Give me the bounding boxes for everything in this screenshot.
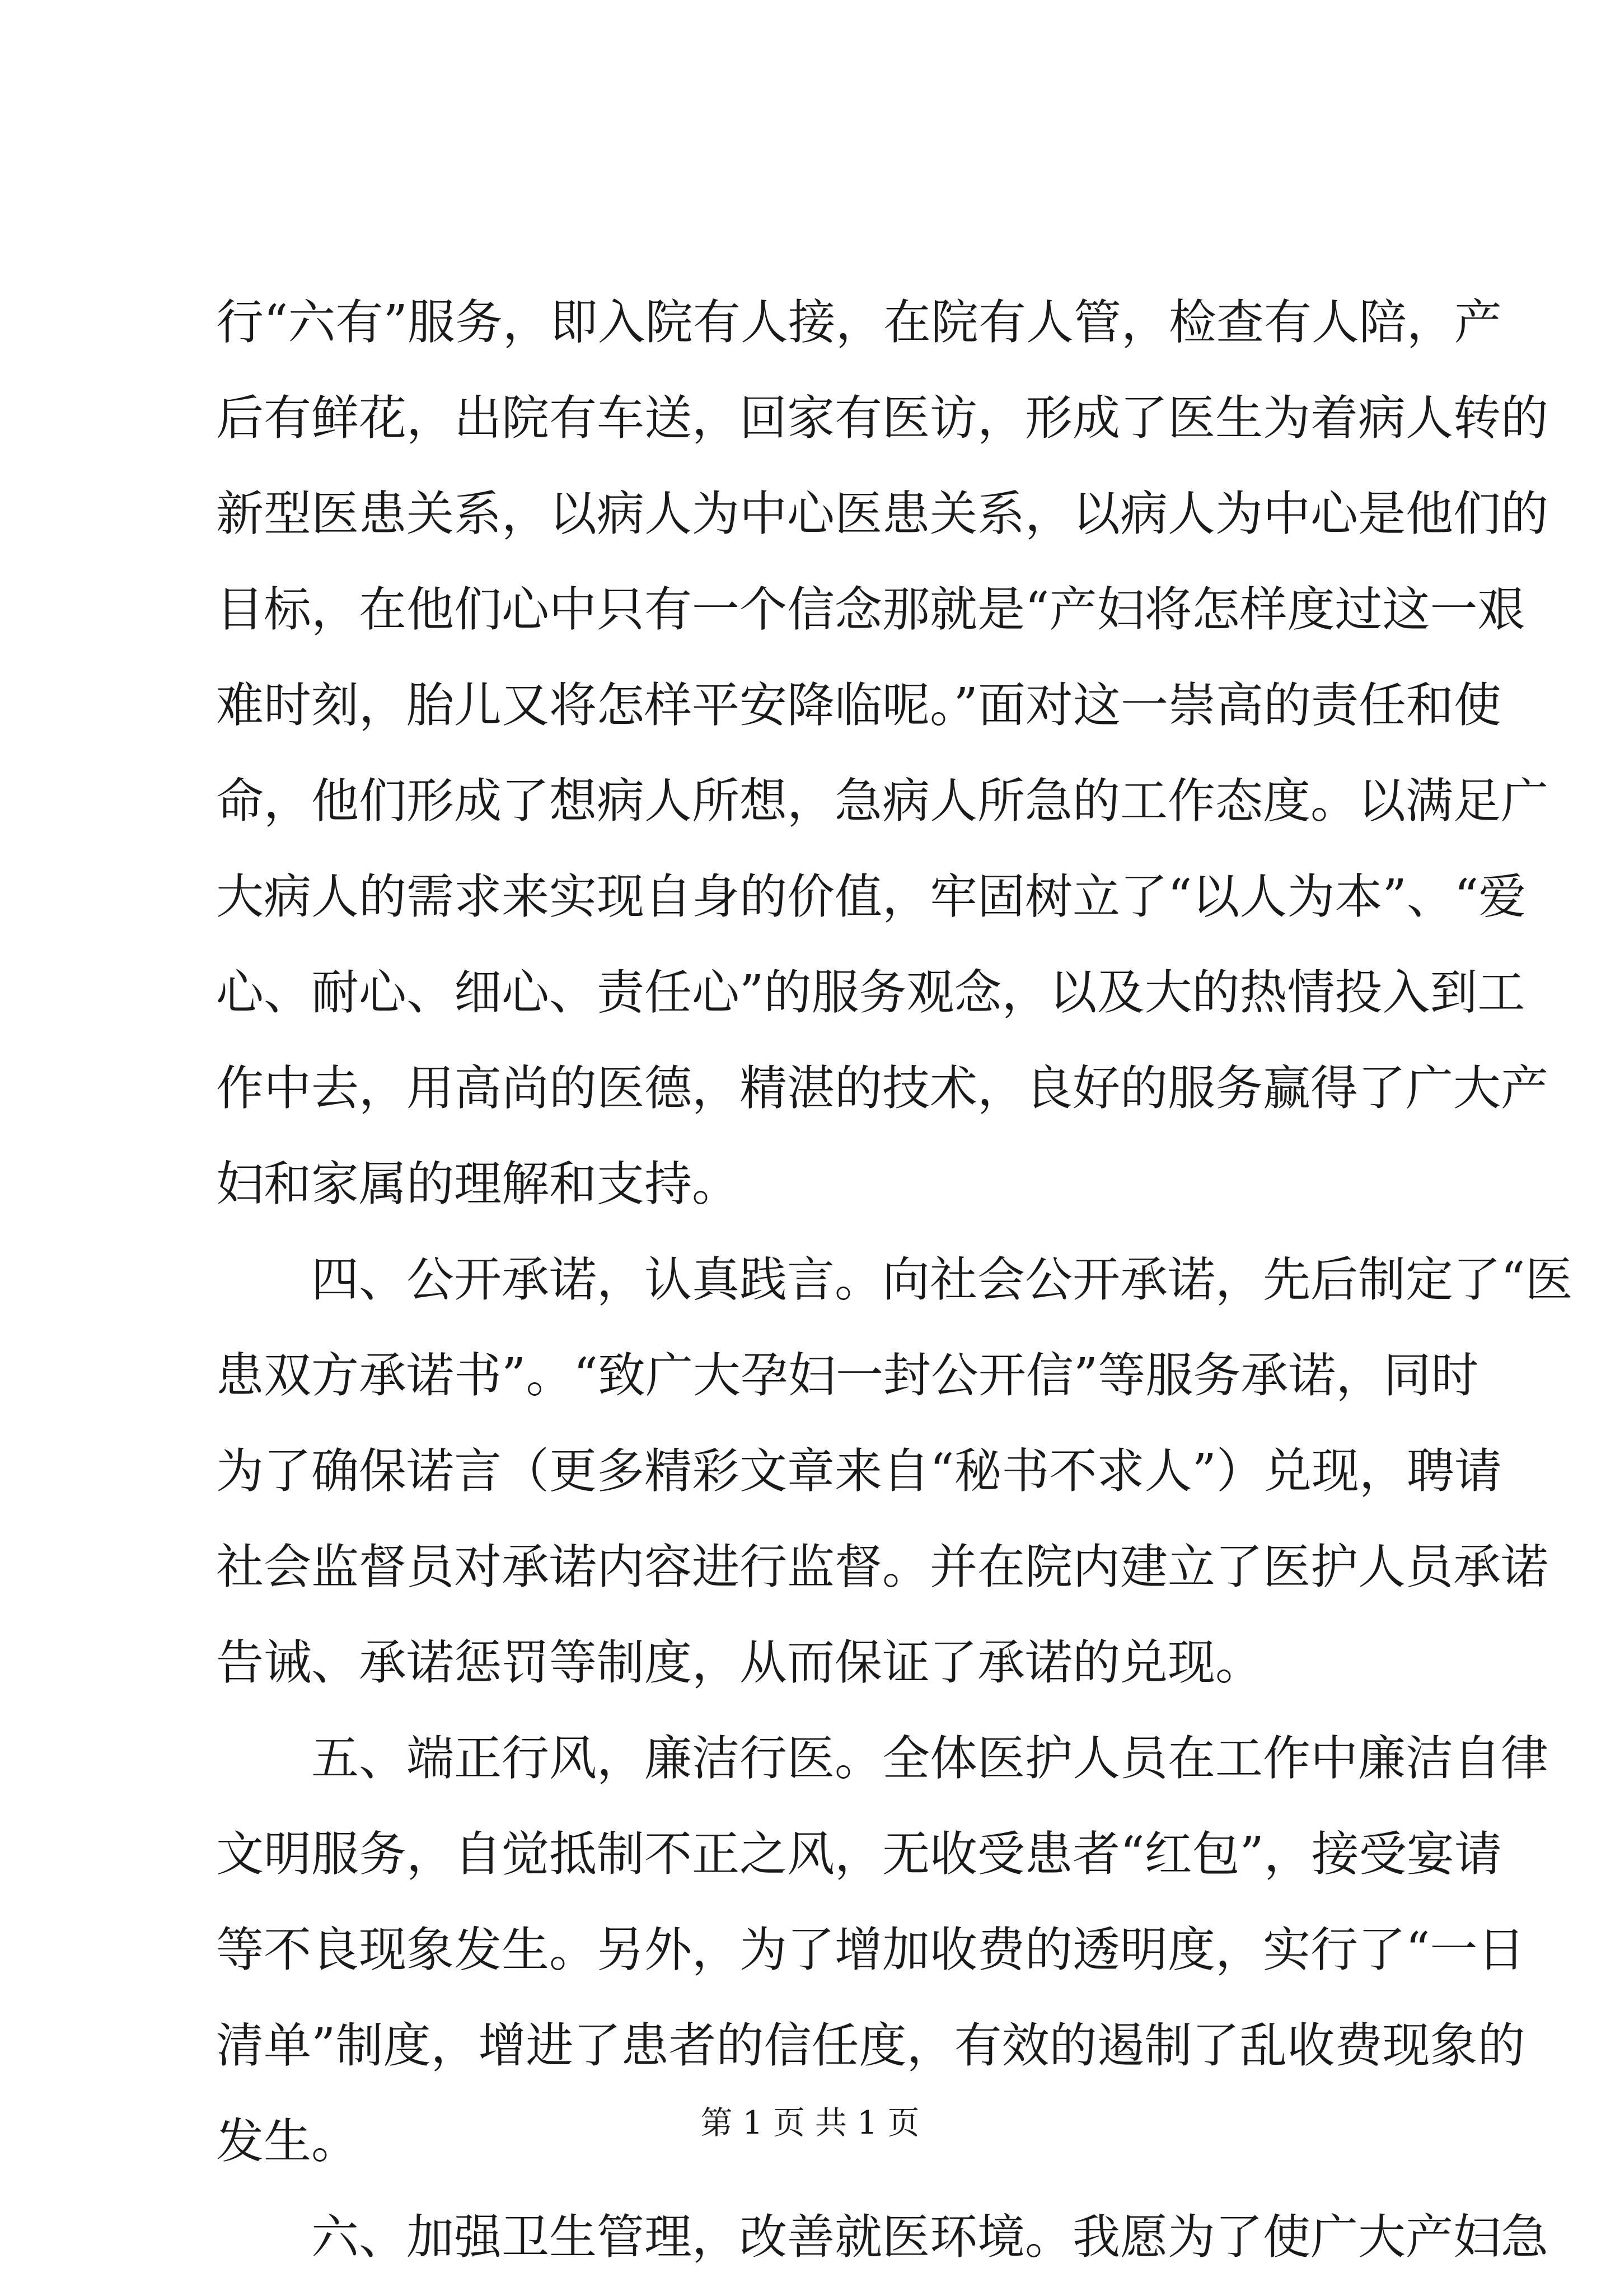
text-line: 命，他们形成了想病人所想，急病人所急的工作态度。以满足广 [216,774,1549,829]
page-footer: 第 1 页 共 1 页 [700,2105,920,2141]
paragraph-start-line: 四、公开承诺，认真践言。向社会公开承诺，先后制定了“医 [311,1252,1573,1308]
text-line: 妇和家属的理解和支持。 [216,1157,740,1212]
text-line: 告诫、承诺惩罚等制度，从而保证了承诺的兑现。 [216,1635,1263,1691]
text-line: 后有鲜花，出院有车送，回家有医访，形成了医生为着病人转的 [216,391,1549,446]
paragraph-start-line: 六、加强卫生管理，改善就医环境。我愿为了使广大产妇急 [311,2210,1549,2265]
text-line: 发生。 [216,2114,359,2169]
text-line: 患双方承诺书”。“致广大孕妇一封公开信”等服务承诺，同时 [216,1348,1479,1404]
text-line: 为了确保诺言（更多精彩文章来自“秘书不求人”）兑现，聘请 [216,1444,1502,1499]
text-line: 作中去，用高尚的医德，精湛的技术，良好的服务赢得了广大产 [216,1061,1549,1116]
text-line: 社会监督员对承诺内容进行监督。并在院内建立了医护人员承诺 [216,1540,1549,1595]
text-line: 清单”制度，增进了患者的信任度，有效的遏制了乱收费现象的 [216,2018,1525,2074]
text-line: 新型医患关系，以病人为中心医患关系，以病人为中心是他们的 [216,487,1549,542]
text-line: 文明服务，自觉抵制不正之风，无收受患者“红包”，接受宴请 [216,1827,1502,1882]
text-line: 心、耐心、细心、责任心”的服务观念，以及大的热情投入到工 [216,965,1525,1021]
text-line: 难时刻，胎儿又将怎样平安降临呢。”面对这一崇高的责任和使 [216,678,1501,733]
text-line: 等不良现象发生。另外，为了增加收费的透明度，实行了“一日 [216,1923,1525,1978]
text-line: 行“六有”服务，即入院有人接，在院有人管，检查有人陪，产 [216,295,1502,350]
body-text [216,286,1573,2296]
text-line: 大病人的需求来实现自身的价值，牢固树立了“以人为本”、“爱 [216,869,1527,925]
paragraph-start-line: 五、端正行风，廉洁行医。全体医护人员在工作中廉洁自律 [311,1731,1549,1787]
text-line: 目标，在他们心中只有一个信念那就是“产妇将怎样度过这一艰 [216,582,1525,638]
